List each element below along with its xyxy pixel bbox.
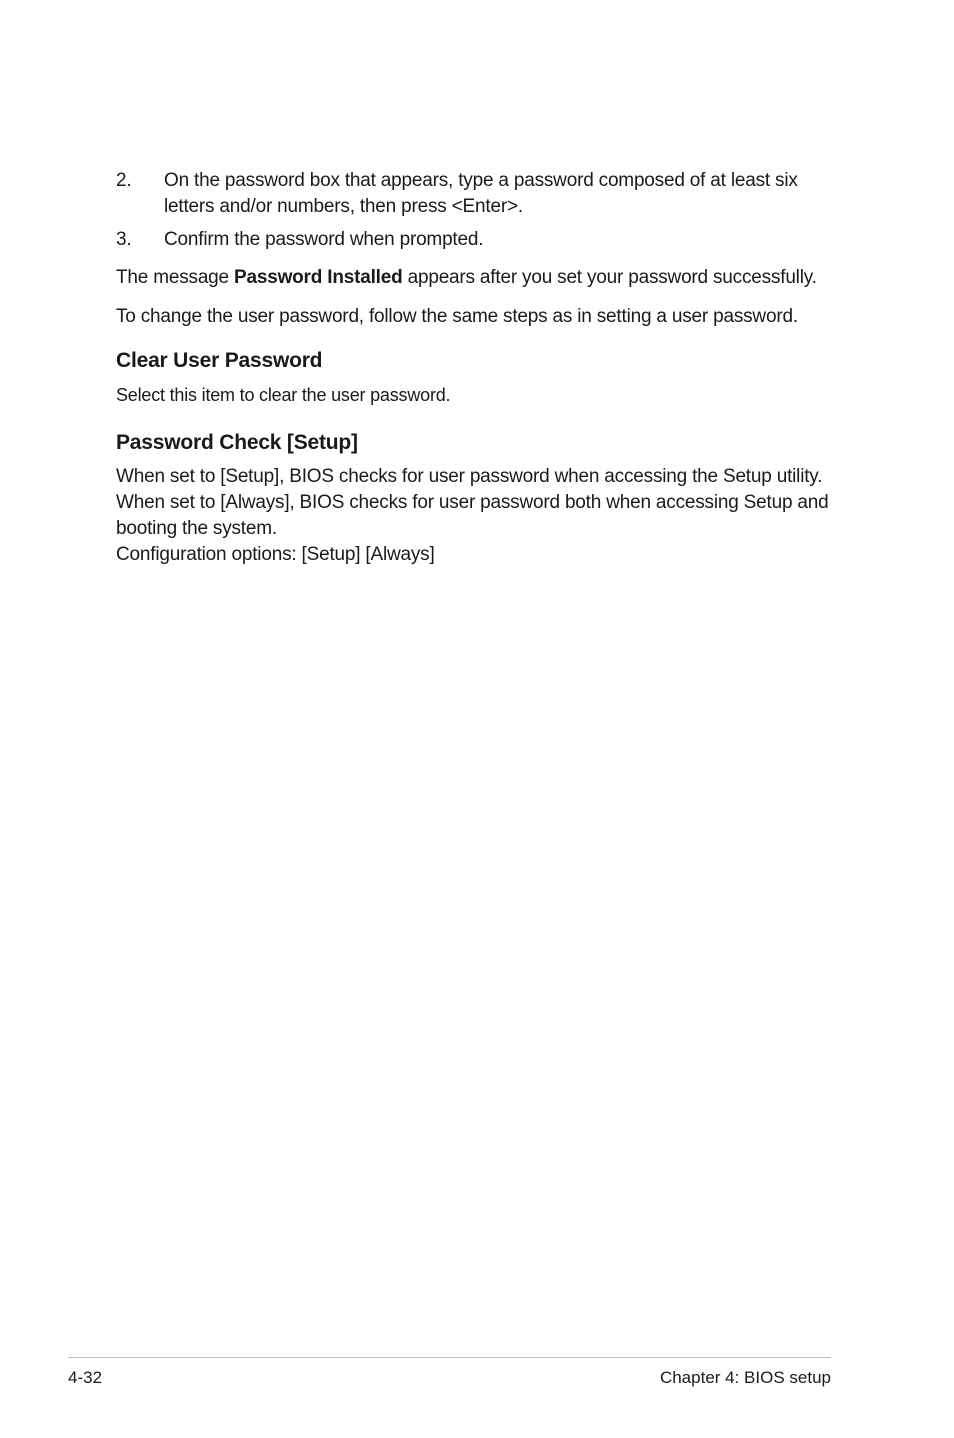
step-number: 3. (116, 229, 132, 250)
clear-user-password-description: Select this item to clear the user password. (116, 385, 451, 405)
password-check-description-block (116, 464, 836, 568)
step-number: 2. (116, 170, 132, 191)
step-text: Confirm the password when prompted. (164, 229, 484, 250)
step-text: On the password box that appears, type a password composed of at least six letters and/or numbers, then press <Enter>. (164, 170, 798, 217)
list-item (116, 227, 836, 253)
chapter-title: Chapter 4: BIOS setup (659, 1368, 831, 1387)
page-content (116, 168, 836, 568)
change-password-paragraph: To change the user password, follow the same steps as in setting a user password. (116, 306, 798, 327)
footer-divider (68, 1357, 831, 1358)
password-check-description: When set to [Setup], BIOS checks for user password when accessing the Setup utility. When set to [Always], BIOS checks for user password both when accessing Setup and booting the system. (116, 466, 829, 539)
message-text-bold: Password Installed (234, 267, 403, 288)
message-text-before: The message (116, 267, 234, 288)
message-text-after: appears after you set your password successfully. (402, 267, 817, 288)
configuration-options: Configuration options: [Setup] [Always] (116, 544, 435, 565)
list-item (116, 168, 836, 220)
page-number: 4-32 (68, 1368, 103, 1387)
message-paragraph (116, 265, 836, 291)
clear-user-password-heading: Clear User Password (116, 349, 323, 372)
password-check-heading: Password Check [Setup] (116, 431, 358, 454)
